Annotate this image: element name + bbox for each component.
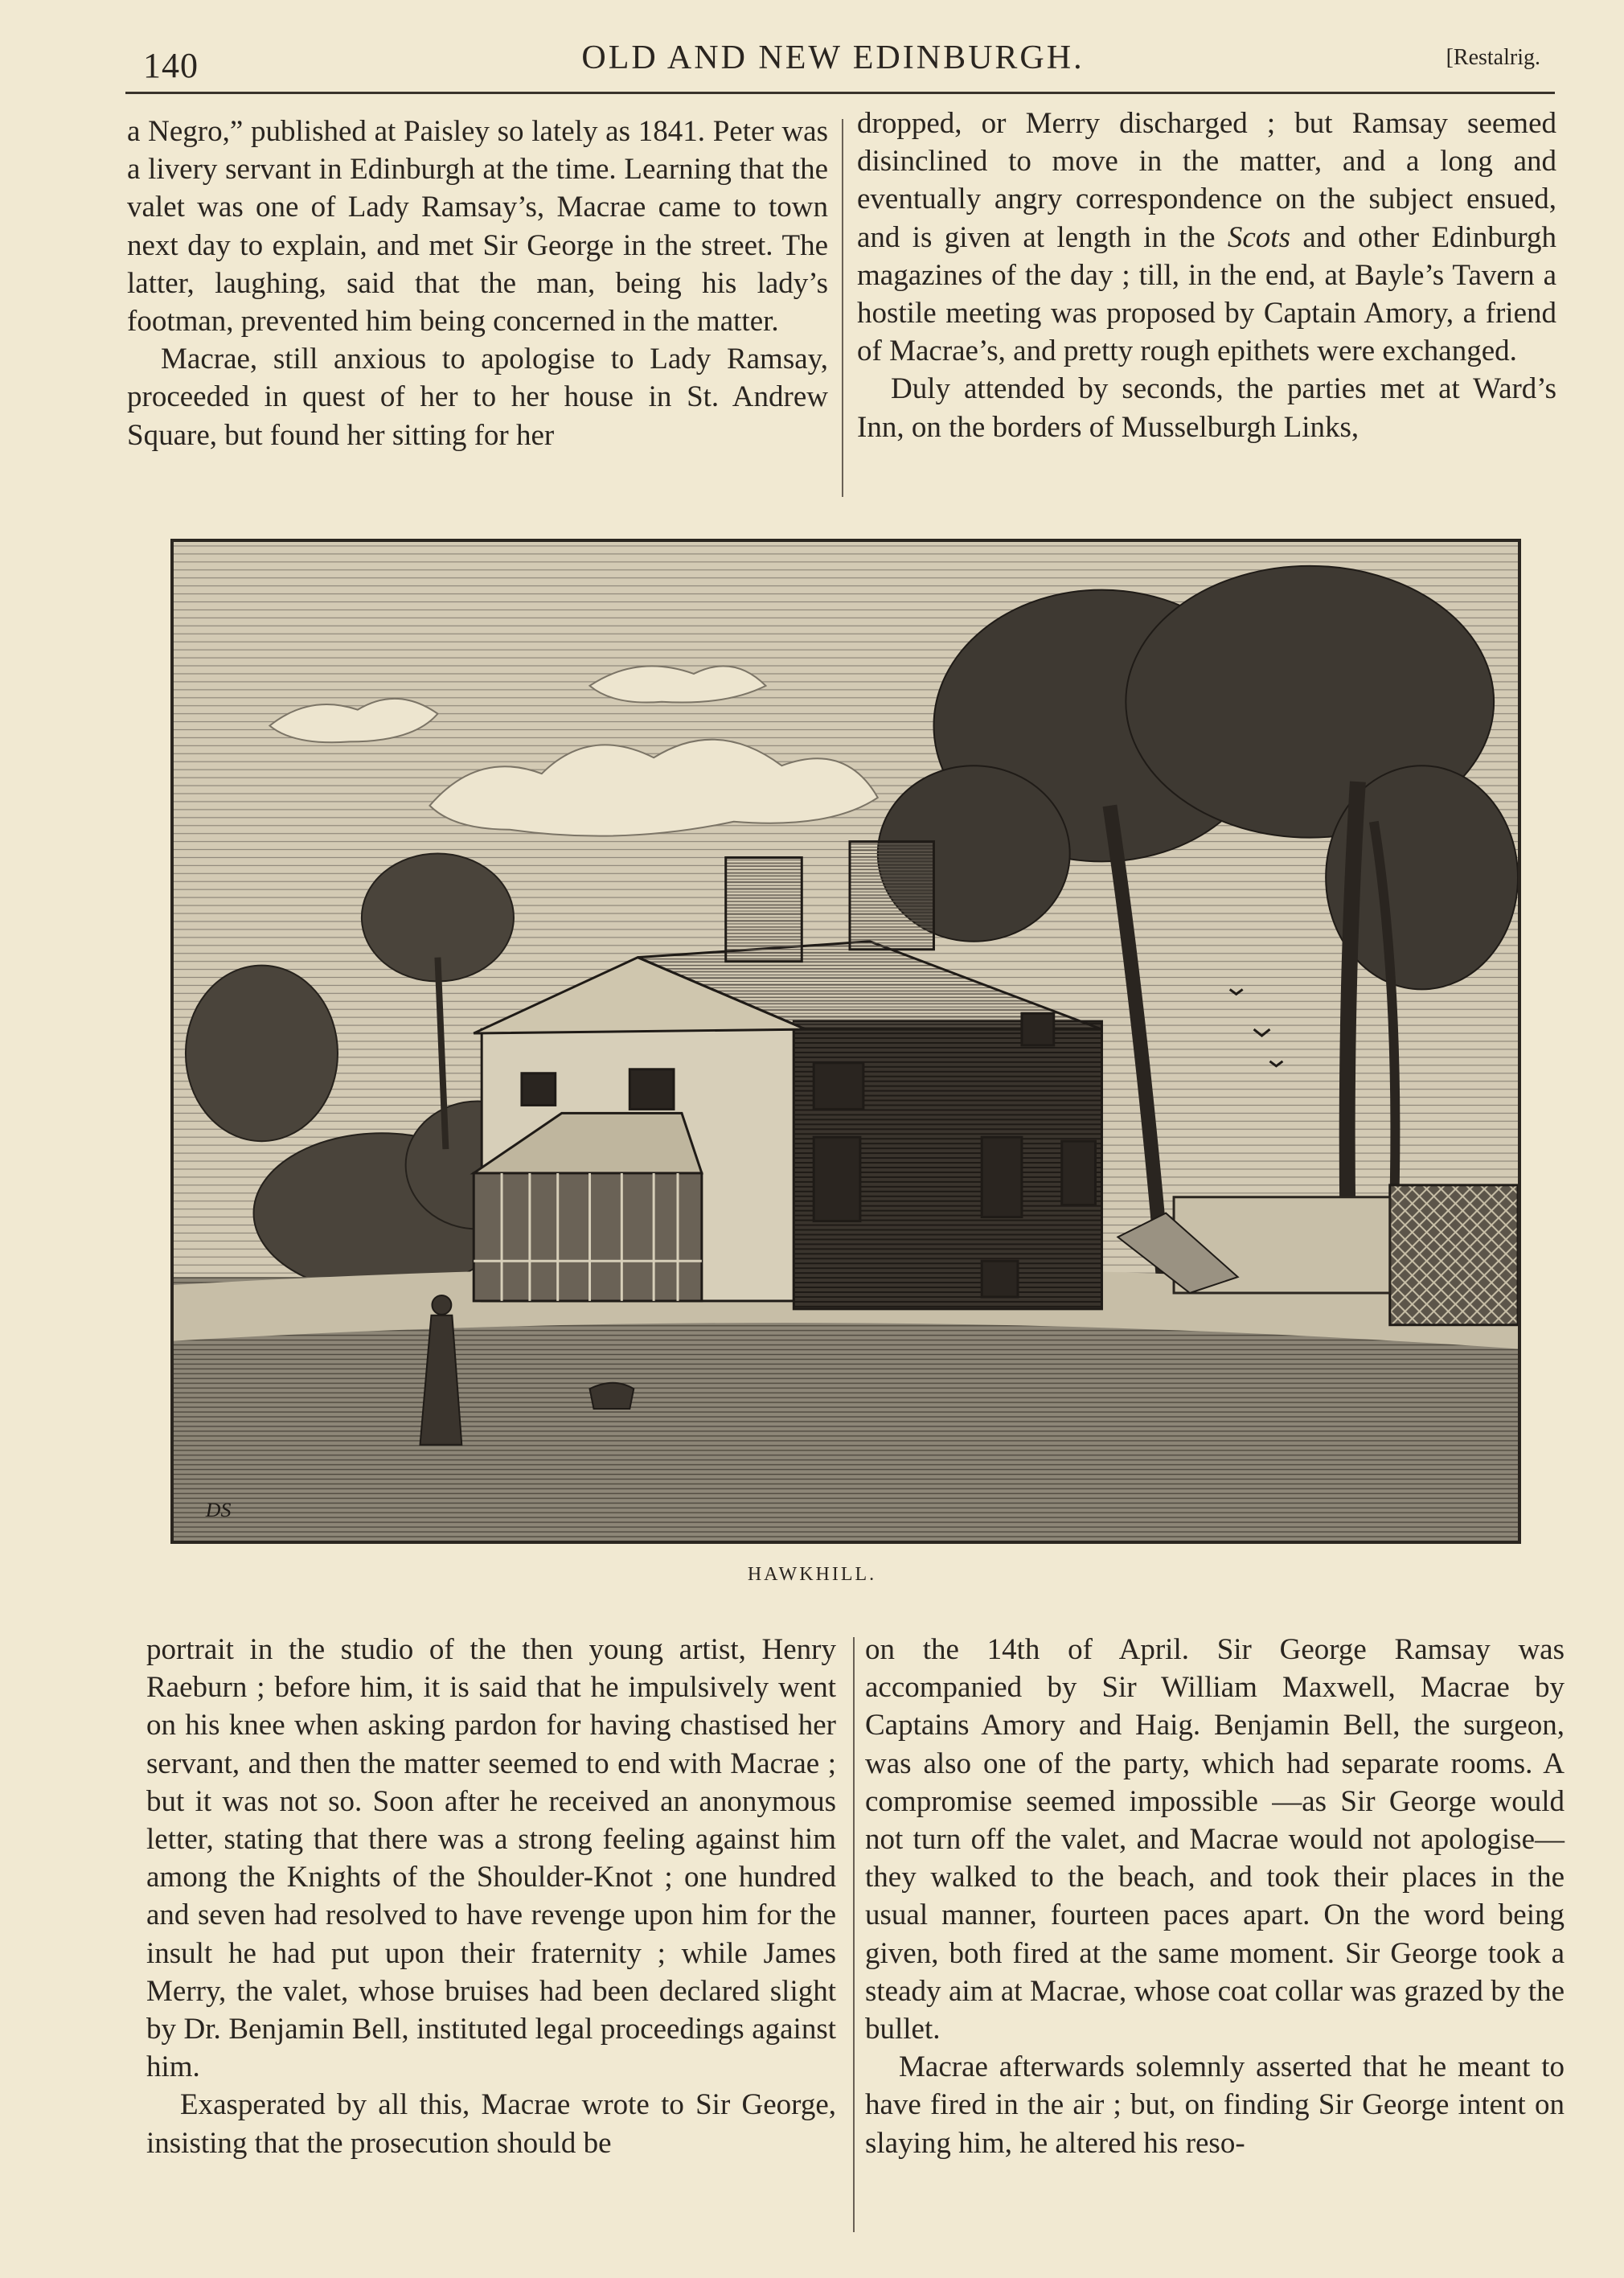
paragraph: Exasperated by all this, Macrae wrote to Sir George, insisting that the prosecution should be xyxy=(146,2088,836,2160)
paragraph: a Negro,” published at Paisley so lately as 1841. Peter was a livery servant in Edinburgh at the time. Learning that the valet was one of Lady Ramsay’s, Macrae came to town next day to explain, and met Sir George in the street. The latter, laughing, said that the man, being his lady’s footman, prevented him being concerned in the matter. xyxy=(127,115,828,339)
paragraph: Macrae, still anxious to apologise to Lady Ramsay, proceeded in quest of her to her house in St. Andrew Square, but found her sitting for her xyxy=(127,343,828,452)
top-right-column xyxy=(857,105,1556,446)
paragraph: portrait in the studio of the then young artist, Henry Raeburn ; before him, it is said that he impulsively went on his knee when asking pardon for having chastised her servant, and then the matter seemed to end with Macrae ; but it was not so. Soon after he received an anonymous letter, stating that there was a strong feeling against him among the Knights of the Shoulder-Knot ; one hundred and seven had resolved to have revenge upon him for the insult he had put upon their fraternity ; while James Merry, the valet, whose bruises had been declared slight by Dr. Benjamin Bell, instituted legal proceedings against him. xyxy=(146,1633,836,2084)
running-header xyxy=(125,35,1540,85)
paragraph: Duly attended by seconds, the parties met at Ward’s Inn, on the borders of Musselburgh Links, xyxy=(857,372,1556,444)
column-divider xyxy=(853,1637,855,2232)
column-divider xyxy=(842,119,843,497)
bottom-left-column xyxy=(146,1631,836,2162)
paragraph: Macrae afterwards solemnly asserted that he meant to have fired in the air ; but, on finding Sir George intent on slaying him, he altered his reso- xyxy=(865,2050,1565,2160)
running-title: OLD AND NEW EDINBURGH. xyxy=(581,39,1085,76)
header-rule xyxy=(125,92,1555,94)
bottom-right-column xyxy=(865,1631,1565,2162)
paragraph: on the 14th of April. Sir George Ramsay was accompanied by Sir William Maxwell, Macrae by Captains Amory and Haig. Benjamin Bell, the surgeon, was also one of the party, which had separate rooms. A compromise seemed impossible —as Sir George would not turn off the valet, and Macrae would not apologise—they walked to the beach, and took their places in the usual manner, fourteen paces apart. On the word being given, both fired at the same moment. Sir George took a steady aim at Macrae, whose coat collar was grazed by the bullet. xyxy=(865,1633,1565,2046)
paragraph: dropped, or Merry discharged ; but Ramsay seemed disinclined to move in the matter, and a long and eventually angry correspondence on the subject ensued, and is given at length in the Scots and other Edinburgh magazines of the day ; till, in the end, at Bayle’s Tavern a hostile meeting was proposed by Captain Amory, a friend of Macrae’s, and pretty rough epithets were exchanged. xyxy=(857,107,1556,368)
top-left-column xyxy=(127,113,828,454)
engraving-illustration xyxy=(170,539,1521,1544)
section-marker: [Restalrig. xyxy=(1446,45,1540,70)
page-number: 140 xyxy=(143,46,199,85)
engraver-monogram: DS xyxy=(205,1498,232,1522)
periodical-title: Scots xyxy=(1227,220,1290,254)
figure-caption: HAWKHILL. xyxy=(747,1564,877,1585)
